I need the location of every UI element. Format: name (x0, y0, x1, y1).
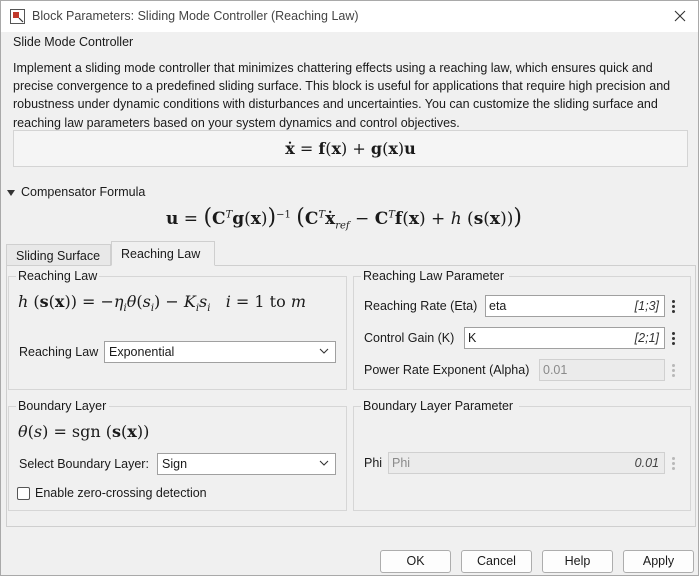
window-title: Block Parameters: Sliding Mode Controller (Reaching Law) (32, 9, 359, 23)
boundary-layer-select-value: Sign (162, 457, 188, 471)
compensator-equation: $u = (C^Tg(x))^{-1}$ ($C^Tẋ_{ref} - C^Tf(x) + h$ (s(x))) (166, 205, 522, 232)
control-gain-label: Control Gain (K) (364, 331, 455, 345)
help-button[interactable]: Help (542, 550, 613, 573)
dynamics-equation (13, 130, 688, 167)
description-text: Implement a sliding mode controller that minimizes chattering effects using a reaching law, which ensures quick and precise convergence to a predefined sliding surface. This block is useful for applications that require high precision and robustness under dynamic conditions with disturbances and uncertainties. You can customize the sliding surface and reaching law parameters based on your system dynamics and control objectives. (13, 61, 671, 130)
boundary-layer-parameter-title: Boundary Layer Parameter (363, 399, 514, 413)
boundary-layer-equation: θ(s) = sgn (s(x)) (18, 422, 150, 441)
tab-reaching-law[interactable]: Reaching Law (111, 241, 215, 266)
ok-button[interactable]: OK (380, 550, 451, 573)
power-rate-exponent-input[interactable] (539, 359, 665, 381)
zero-crossing-label: Enable zero-crossing detection (35, 486, 207, 500)
phi-menu-icon[interactable] (668, 452, 678, 474)
tab-sliding-surface[interactable]: Sliding Surface (6, 244, 111, 265)
power-rate-exponent-label: Power Rate Exponent (Alpha) (364, 363, 530, 377)
power-rate-exponent-value: 0.01 (543, 363, 568, 377)
reaching-law-parameter-title: Reaching Law Parameter (363, 269, 505, 283)
reaching-rate-value: eta (489, 299, 507, 313)
reaching-law-group-title: Reaching Law (18, 269, 98, 283)
reaching-law-select-value: Exponential (109, 345, 175, 359)
chevron-down-icon (319, 458, 329, 468)
zero-crossing-checkbox[interactable] (17, 487, 30, 500)
phi-value: 0.01 (634, 456, 659, 470)
reaching-rate-menu-icon[interactable] (668, 295, 678, 317)
boundary-layer-select[interactable] (157, 453, 336, 475)
phi-placeholder: Phi (392, 456, 411, 470)
power-rate-exponent-menu-icon[interactable] (668, 359, 678, 381)
control-gain-dims: [2;1] (634, 331, 659, 345)
phi-input[interactable] (388, 452, 665, 474)
equation-text: ẋ = f(x) + g(x)u (285, 139, 416, 158)
reaching-law-select-label: Reaching Law (19, 345, 99, 359)
cancel-button[interactable]: Cancel (461, 550, 532, 573)
reaching-rate-input[interactable] (485, 295, 665, 317)
reaching-rate-dims: [1;3] (634, 299, 659, 313)
control-gain-menu-icon[interactable] (668, 327, 678, 349)
section-title: Slide Mode Controller (13, 35, 134, 49)
apply-button[interactable]: Apply (623, 550, 694, 573)
control-gain-value: K (468, 331, 477, 345)
title-bar (1, 1, 698, 32)
boundary-layer-title: Boundary Layer (18, 399, 107, 413)
close-button[interactable] (668, 5, 692, 27)
block-icon (10, 9, 25, 24)
boundary-layer-select-label: Select Boundary Layer: (19, 457, 149, 471)
collapse-triangle-icon[interactable] (6, 188, 16, 198)
control-gain-input[interactable] (464, 327, 665, 349)
compensator-formula-toggle[interactable]: Compensator Formula (21, 185, 146, 199)
chevron-down-icon (319, 346, 329, 356)
phi-label: Phi (364, 456, 383, 470)
reaching-rate-label: Reaching Rate (Eta) (364, 299, 478, 313)
close-icon (674, 10, 686, 22)
reaching-law-select[interactable] (104, 341, 336, 363)
reaching-law-equation: h $(s(x)) = -\eta_i\theta(s_i) - K_is_i$ i = 1 to m (18, 292, 306, 315)
